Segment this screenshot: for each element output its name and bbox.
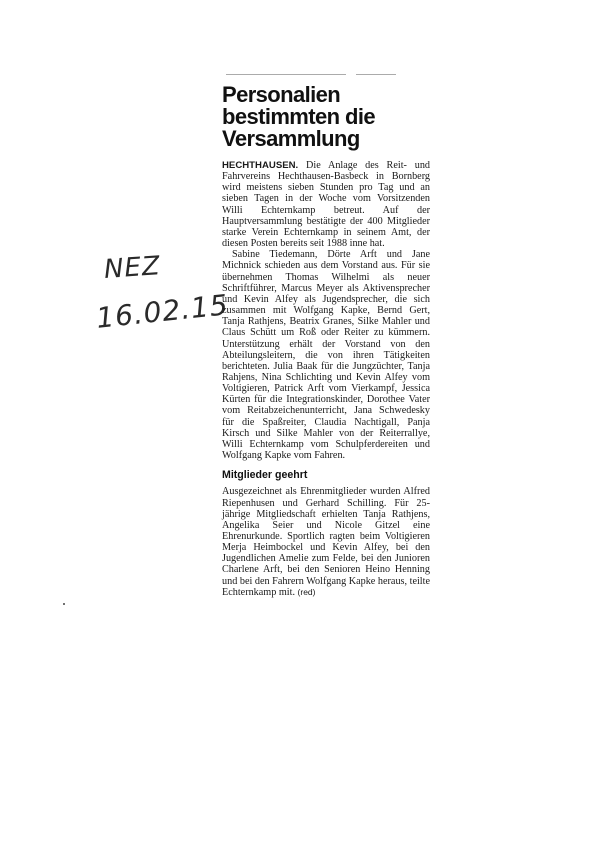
scan-speck (63, 603, 65, 605)
handwritten-date-note: 16.02.15 (94, 288, 231, 335)
headline-line-2: bestimmten die (222, 104, 375, 129)
dateline: HECHTHAUSEN. (222, 160, 299, 171)
paragraph-1-text: Die Anlage des Reit- und Fahrvereins Hechthausen-Basbeck in Bornberg wird meistens sieben Stunden pro Tag und an sieben Tagen in der Woche vom Vorsitzenden Willi Echternkamp betreut. Auf der Hauptversammlung bestätigte der 400 Mitglieder starke Verein Echternkamp in seinem Amt, der diesen Posten bereits seit 1988 inne hat. (222, 160, 431, 250)
headline-line-3: Versammlung (222, 126, 360, 151)
article-subheading: Mitglieder geehrt (222, 469, 308, 482)
newspaper-article (222, 84, 430, 598)
author-tag: (red) (297, 586, 316, 597)
article-body (222, 160, 430, 598)
paragraph-3-text: Ausgezeichnet als Ehrenmitglieder wurden Alfred Riepenhusen und Gerhard Schilling. Für 25-jährige Mitgliedschaft erhielten Tanja Rathjens, Angelika Seier und Nicole Gitzel eine Ehrenurkunde. Sportlich ragten beim Voltigieren Merja Heimbockel und Kevin Alfey, bei den Jugendlichen Amelie zum Felde, bei den Junioren Charlene Arft, bei den Senioren Heino Henning und bei den Fahrern Wolfgang Kapke heraus, teilte Echternkamp mit. (222, 486, 430, 598)
article-headline (222, 84, 430, 150)
paragraph-3 (222, 486, 430, 598)
paragraph-2: Sabine Tiedemann, Dörte Arft und Jane Michnick schieden aus dem Vorstand aus. Für sie übernehmen Thomas Wilhelmi als neuer Schriftführer, Marcus Meyer als Aktivensprecher und Kevin Alfey als Jugendsprecher, die sich zusammen mit Wolfgang Kapke, Bernd Gert, Tanja Rathjens, Beatrix Granes, Silke Mahler und Claus Schütt um Roß oder Reiter zu kümmern. Unterstützung erhält der Vorstand von den Abteilungsleitern, die von ihren Tätigkeiten berichteten. Julia Baak für die Jungzüchter, Tanja Rahjens, Nina Schlichting und Kevin Alfey vom Voltigieren, Patrick Arft vom Vierkampf, Jessica Kürten für die Integrationskinder, Dorothee Vater vom Reitabzeichenunterricht, Jana Schwedesky für die Spaßreiter, Claudia Nachtigall, Panja Kirsch und Silke Mahler von der Reiterrallye, Willi Echternkamp vom Schulpferdereiten und Wolfgang Kapke vom Fahren. (222, 249, 430, 462)
headline-line-1: Personalien (222, 82, 341, 107)
paragraph-1 (222, 160, 430, 249)
handwritten-source-note: NEZ (103, 251, 162, 285)
clipping-top-rule-short (356, 74, 396, 75)
clipping-top-rule (226, 74, 346, 75)
